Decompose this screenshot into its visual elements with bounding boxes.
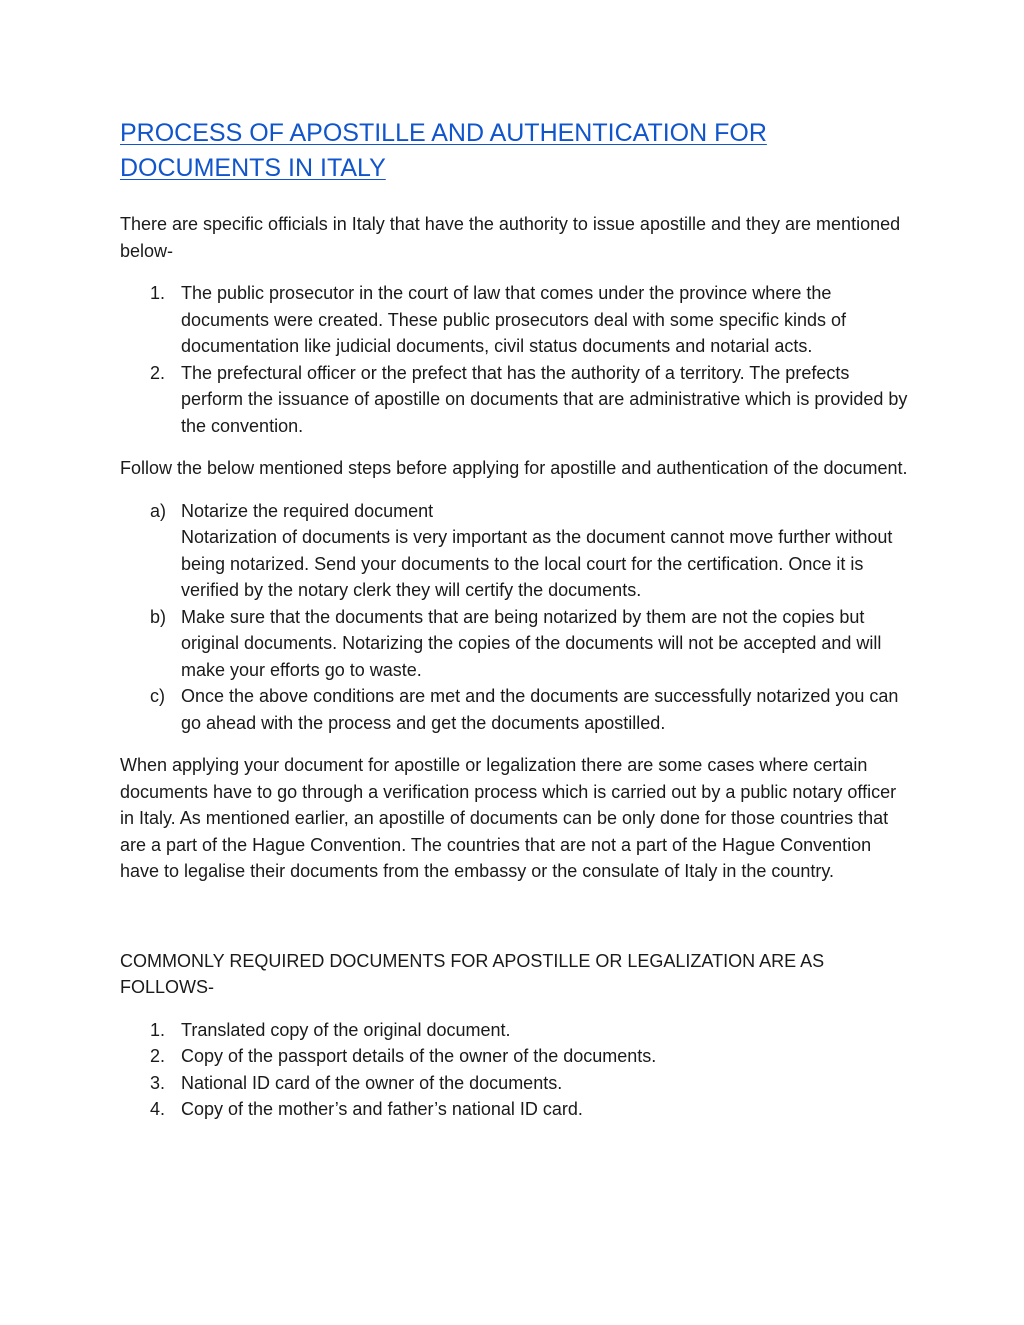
list-marker: 3. <box>150 1072 166 1093</box>
list-item-text: Translated copy of the original document. <box>181 1019 511 1040</box>
list-marker: b) <box>150 606 167 627</box>
list-marker: 1. <box>150 283 166 303</box>
list-item <box>120 1017 908 1044</box>
list-marker: 4. <box>150 1099 166 1119</box>
step-heading: Notarize the required document <box>181 500 434 521</box>
list-marker: 1. <box>150 1019 166 1040</box>
list-item <box>120 604 908 684</box>
list-item-text: Make sure that the documents that are being notarized by them are not the copies but original documents. Notarizing the copies of the documents will not be accepted and will make your efforts go to waste. <box>181 606 882 680</box>
list-item <box>120 280 908 360</box>
list-item <box>120 683 908 736</box>
list-marker: 2. <box>150 362 166 383</box>
list-item-text: Copy of the passport details of the owner of the documents. <box>181 1046 657 1066</box>
list-item <box>120 1096 908 1123</box>
list-marker: a) <box>150 500 167 521</box>
list-item-text: Copy of the mother’s and father’s national ID card. <box>181 1099 583 1119</box>
required-documents-heading: COMMONLY REQUIRED DOCUMENTS FOR APOSTILLE OR LEGALIZATION ARE AS FOLLOWS- <box>120 950 825 997</box>
required-documents-list <box>120 1017 908 1123</box>
list-item-text: The public prosecutor in the court of law that comes under the province where the documents were created. These public prosecutors deal with some specific kinds of documentation like judicial documents, civil status documents and notarial acts. <box>181 283 846 356</box>
list-item-text: The prefectural officer or the prefect that has the authority of a territory. The prefects perform the issuance of apostille on documents that are administrative which is provided by the convention. <box>181 362 908 436</box>
steps-intro-paragraph: Follow the below mentioned steps before applying for apostille and authentication of the document. <box>120 458 908 478</box>
document-title-link[interactable]: PROCESS OF APOSTILLE AND AUTHENTICATION FOR DOCUMENTS IN ITALY <box>120 119 767 182</box>
verification-paragraph: When applying your document for apostille or legalization there are some cases where certain documents have to go through a verification process which is carried out by a public notary officer in Italy. As mentioned earlier, an apostille of documents can be only done for those countries that are a part of the Hague Convention. The countries that are not a part of the Hague Convention have to legalise their documents from the embassy or the consulate of Italy in the country. <box>120 755 897 881</box>
list-item-text: National ID card of the owner of the documents. <box>181 1072 563 1093</box>
list-marker: c) <box>150 686 165 706</box>
list-item <box>120 360 908 440</box>
list-item <box>120 1043 908 1070</box>
list-item <box>120 498 908 604</box>
officials-list <box>120 280 908 439</box>
list-marker: 2. <box>150 1046 166 1066</box>
intro-paragraph: There are specific officials in Italy that have the authority to issue apostille and they are mentioned below- <box>120 214 901 261</box>
steps-list <box>120 498 908 737</box>
list-item-text: Once the above conditions are met and the documents are successfully notarized you can go ahead with the process and get the documents apostilled. <box>181 686 899 733</box>
list-item-text: Notarization of documents is very important as the document cannot move further without being notarized. Send your documents to the local court for the certification. Once it is verified by the notary clerk they will certify the documents. <box>181 527 893 600</box>
list-item <box>120 1070 908 1097</box>
